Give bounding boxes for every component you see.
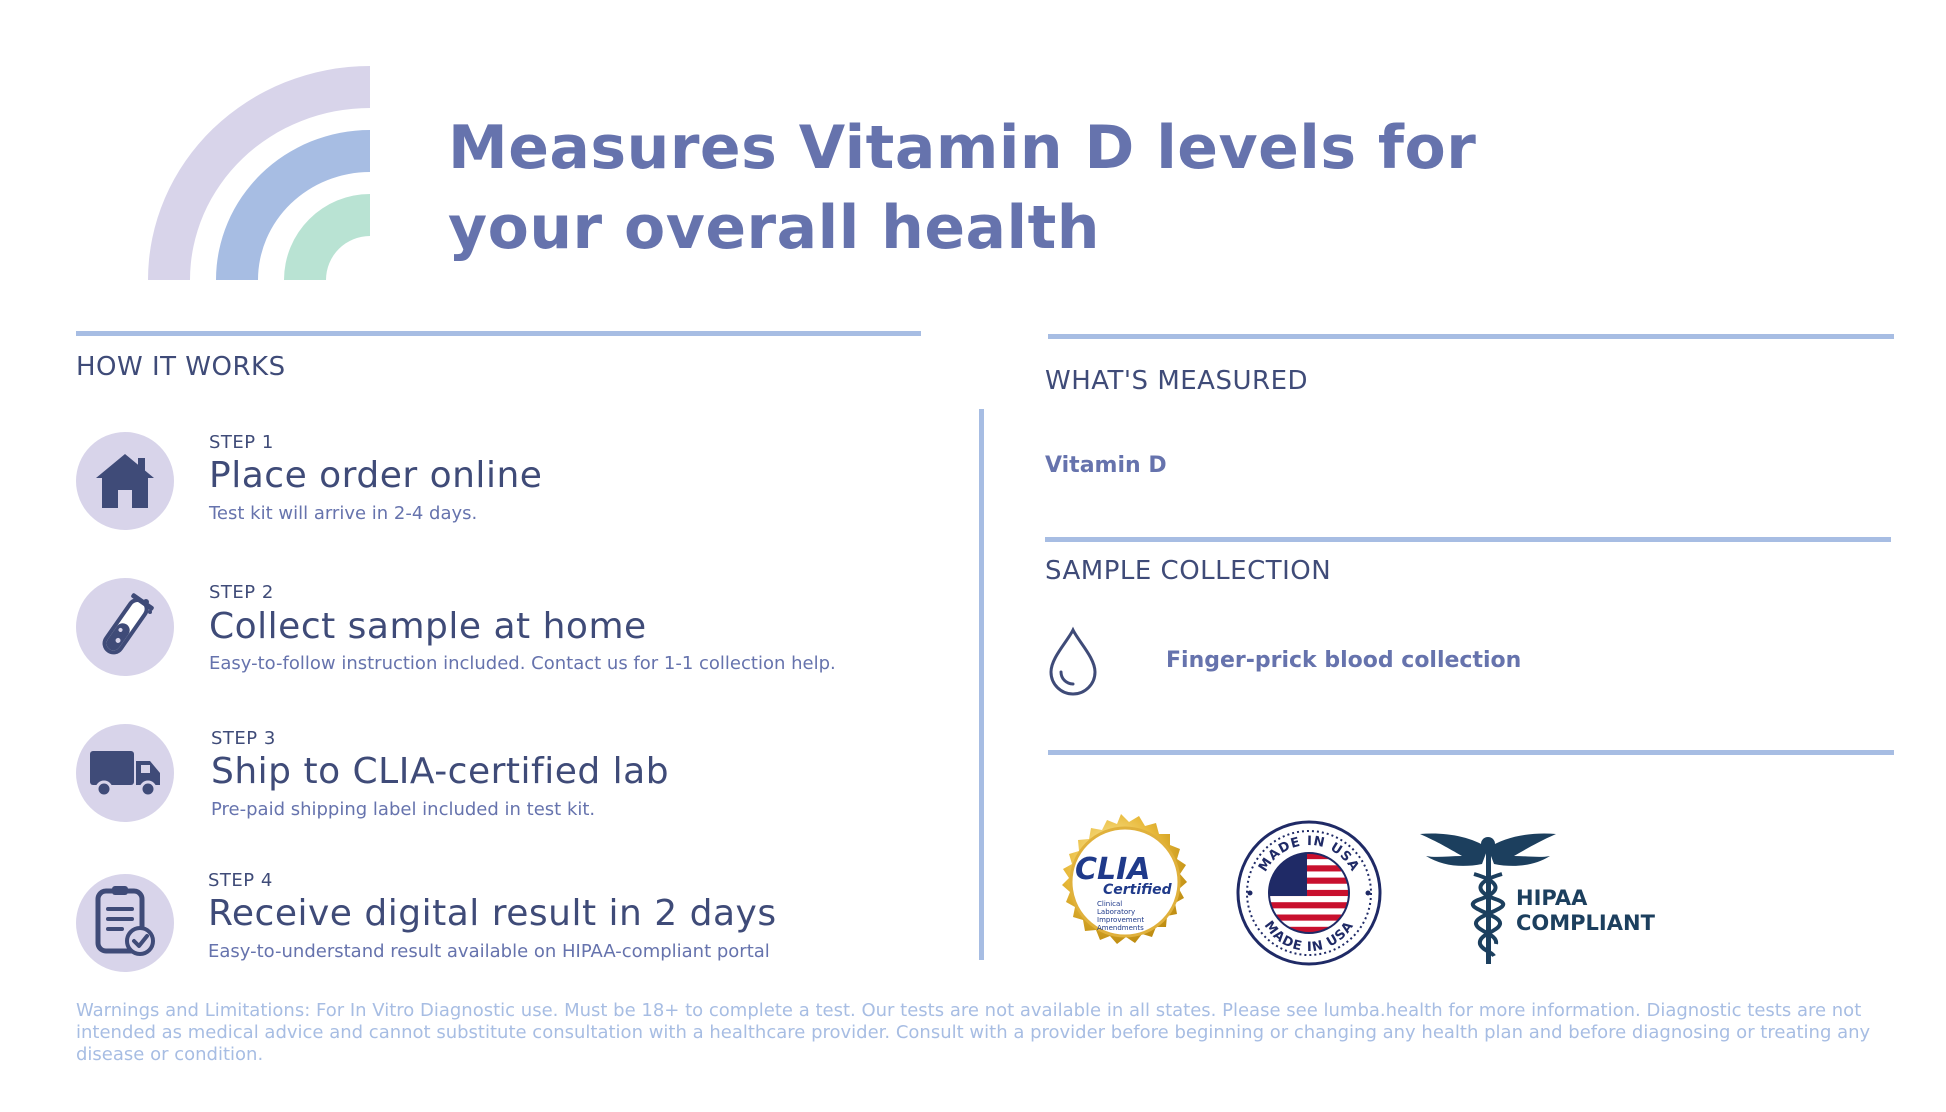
clia-main: CLIA (1075, 852, 1151, 887)
sample-collection-heading: SAMPLE COLLECTION (1045, 556, 1332, 586)
brand-arcs-logo (148, 66, 378, 280)
step-2-label: STEP 2 (209, 582, 274, 603)
report-check-icon (76, 874, 174, 972)
step-2-title: Collect sample at home (209, 606, 647, 647)
usa-badge-top-text: MADE IN USA (1255, 833, 1363, 875)
measured-item-vitamin-d: Vitamin D (1045, 453, 1167, 478)
hipaa-line1: HIPAA (1516, 886, 1588, 910)
clia-line: Clinical (1097, 900, 1123, 908)
hipaa-text (1516, 886, 1655, 936)
page-title-line2: your overall health (448, 193, 1101, 263)
usa-badge-bottom-text: MADE IN USA (1260, 918, 1358, 956)
step-3-title: Ship to CLIA-certified lab (211, 751, 670, 792)
svg-text:MADE IN USA (1256, 834, 1362, 875)
clia-line: Laboratory (1097, 908, 1136, 916)
clia-lines (1097, 900, 1144, 932)
divider-sample-collection (1045, 537, 1891, 542)
step-1-desc: Test kit will arrive in 2-4 days. (209, 503, 478, 524)
divider-how-it-works (76, 331, 921, 336)
divider-whats-measured (1048, 334, 1894, 339)
whats-measured-heading: WHAT'S MEASURED (1045, 366, 1309, 396)
vertical-divider (979, 409, 984, 960)
divider-badges (1048, 750, 1894, 755)
how-it-works-heading: HOW IT WORKS (76, 352, 286, 382)
hipaa-line2: COMPLIANT (1516, 911, 1655, 935)
page-title-line1: Measures Vitamin D levels for (448, 113, 1477, 183)
sample-method: Finger-prick blood collection (1166, 648, 1522, 673)
step-4-title: Receive digital result in 2 days (208, 893, 777, 934)
house-icon (76, 432, 174, 530)
hipaa-compliant-badge (1418, 826, 1658, 966)
page-title (448, 108, 1568, 268)
clia-certified-badge (1045, 812, 1197, 964)
svg-text:MADE IN USA (1261, 918, 1357, 955)
usa-badge-text (1236, 820, 1382, 966)
clia-line: Improvement (1097, 916, 1145, 924)
step-3-label: STEP 3 (211, 728, 276, 749)
clia-line: Amendments (1097, 924, 1144, 932)
step-1-title: Place order online (209, 455, 543, 496)
step-3-desc: Pre-paid shipping label included in test kit. (211, 799, 596, 820)
truck-icon (76, 724, 174, 822)
made-in-usa-badge (1236, 820, 1382, 966)
footer-disclaimer: Warnings and Limitations: For In Vitro Diagnostic use. Must be 18+ to complete a test. Our tests are not available in all states. Please see lumba.health for more information. Diagnostic tests are not intended as medical advice and cannot substitute consultation with a healthcare provider. Consult with a provider before beginning or changing any health plan and before diagnosing or treating any disease or condition. (76, 1000, 1871, 1065)
step-2-desc: Easy-to-follow instruction included. Contact us for 1-1 collection help. (209, 653, 836, 674)
test-tube-icon (76, 578, 174, 676)
step-4-label: STEP 4 (208, 870, 273, 891)
step-4-desc: Easy-to-understand result available on HIPAA-compliant portal (208, 941, 770, 962)
clia-sub: Certified (1103, 882, 1172, 898)
blood-drop-icon (1045, 626, 1101, 698)
step-1-label: STEP 1 (209, 432, 274, 453)
